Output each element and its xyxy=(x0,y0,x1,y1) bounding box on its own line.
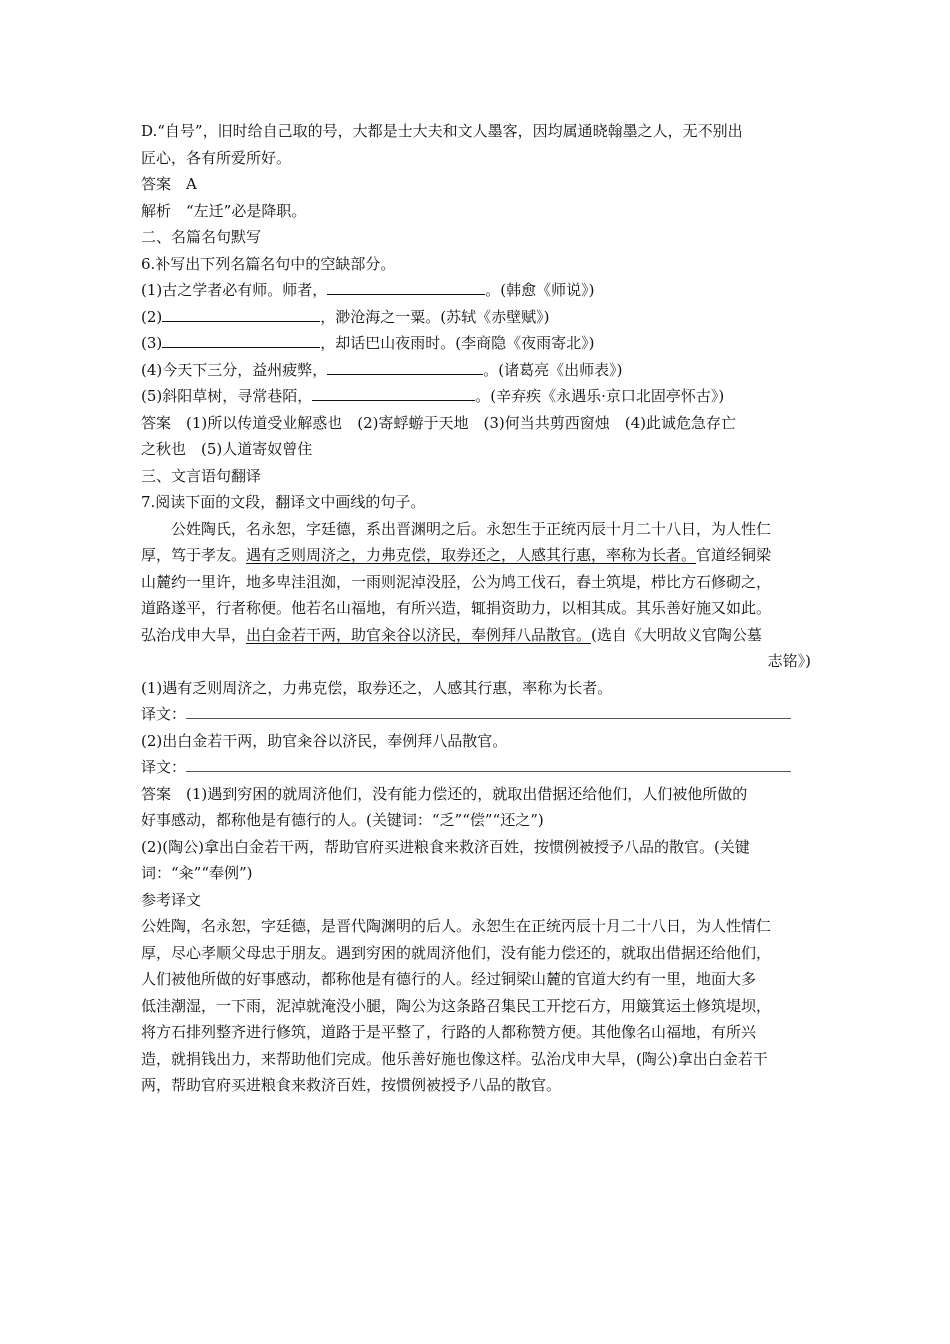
q6-item-1: (1)古之学者必有师。师者， 。(韩愈《师说》) xyxy=(141,281,595,299)
q6-item-2: (2) ，渺沧海之一粟。(苏轼《赤壁赋》) xyxy=(141,307,550,326)
answer-6-line2: 之秋也 (5)人道寄奴曾住 xyxy=(141,440,313,458)
reference-line4: 低洼潮湿，一下雨，泥淖就淹没小腿，陶公为这条路召集民工开挖石方，用簸箕运土修筑堤坝， xyxy=(141,996,772,1015)
answer-7-line2: 好事感动，都称他是有德行的人。(关键词：“乏”“偿”“还之”) xyxy=(141,811,544,829)
translation-blank-1[interactable] xyxy=(186,704,791,719)
q6-item-4: (4)今天下三分，益州疲弊， 。(诸葛亮《出师表》) xyxy=(141,360,623,379)
passage-line6: 志铭》) xyxy=(767,652,811,670)
reference-line7: 两，帮助官府买进粮食来救济百姓，按惯例被授予八品的散官。 xyxy=(141,1076,562,1094)
document-page xyxy=(141,118,811,1099)
passage-line5: 弘治戊申大旱，出白金若干两，助官籴谷以济民，奉例拜八品散官。(选自《大明故义官陶公墓 xyxy=(141,625,762,644)
passage-line4: 道路遂平，行者称便。他若名山福地，有所兴造，辄捐资助力，以相其成。其乐善好施又如此。 xyxy=(141,599,772,617)
passage-line3: 山麓约一里许，地多卑洼沮洳，一雨则泥淖没胫，公为鸠工伐石，舂土筑堤，栉比方石修砌之， xyxy=(141,572,772,591)
underlined-sentence-2: 出白金若干两，助官籴谷以济民，奉例拜八品散官。 xyxy=(246,625,592,644)
answer-7-line4: 词：“籴”“奉例”) xyxy=(141,864,253,882)
sub-question-2: (2)出白金若干两，助官籴谷以济民，奉例拜八品散官。 xyxy=(141,731,508,750)
translation-line-1: 译文： xyxy=(141,701,811,728)
translation-line-2: 译文： xyxy=(141,754,811,781)
sub-question-1: (1)遇有乏则周济之，力弗克偿，取券还之，人感其行惠，率称为长者。 xyxy=(141,678,613,697)
underlined-sentence-1: 遇有乏则周济之，力弗克偿，取券还之，人感其行惠，率称为长者。 xyxy=(246,546,697,564)
answer-blank[interactable] xyxy=(162,332,320,348)
section-2-heading: 二、名篇名句默写 xyxy=(141,228,262,246)
reference-line6: 造，就捐钱出力，来帮助他们完成。他乐善好施也像这样。弘治戊申大旱，(陶公)拿出白金若干 xyxy=(141,1049,768,1068)
answer-7-line3: (2)(陶公)拿出白金若干两，帮助官府买进粮食来救济百姓，按惯例被授予八品的散官。(关键 xyxy=(141,837,750,856)
question-7: 7.阅读下面的文段，翻译文中画线的句子。 xyxy=(141,493,426,511)
analysis-5: 解析 “左迁”必是降职。 xyxy=(141,201,307,220)
reference-line2: 厚，尽心孝顺父母忠于朋友。遇到穷困的就周济他们，没有能力偿还的，就取出借据还给他们， xyxy=(141,943,772,962)
passage-line2: 厚，笃于孝友。遇有乏则周济之，力弗克偿，取券还之，人感其行惠，率称为长者。官道经铜梁 xyxy=(141,546,772,564)
q6-item-3: (3) ，却话巴山夜雨时。(李商隐《夜雨寄北》) xyxy=(141,334,595,352)
answer-5: 答案 A xyxy=(141,175,197,193)
passage-line1: 公姓陶氏，名永恕，字廷德，系出晋渊明之后。永恕生于正统丙辰十月二十八日，为人性仁 xyxy=(171,519,772,538)
reference-line5: 将方石排列整齐进行修筑，道路于是平整了，行路的人都称赞方便。其他像名山福地，有所兴 xyxy=(141,1023,757,1041)
question-6: 6.补写出下列名篇名句中的空缺部分。 xyxy=(141,254,396,273)
section-3-heading: 三、文言语句翻译 xyxy=(141,466,262,485)
answer-blank[interactable] xyxy=(312,385,475,401)
answer-7-line1: 答案 (1)遇到穷困的就周济他们，没有能力偿还的，就取出借据还给他们，人们被他所做的 xyxy=(141,784,748,803)
reference-translation-title: 参考译文 xyxy=(141,890,202,909)
answer-blank[interactable] xyxy=(327,359,483,375)
translation-blank-2[interactable] xyxy=(186,757,791,772)
answer-blank[interactable] xyxy=(162,306,320,322)
reference-line3: 人们被他所做的好事感动，都称他是有德行的人。经过铜梁山麓的官道大约有一里，地面大多 xyxy=(141,970,757,988)
q6-item-5: (5)斜阳草树，寻常巷陌， 。(辛弃疾《永遇乐·京口北固亭怀古》) xyxy=(141,387,725,405)
option-d-line1: D.“自号”，旧时给自己取的号，大都是士大夫和文人墨客，因均属通晓翰墨之人，无不别出 xyxy=(141,122,743,140)
answer-6-line1: 答案 (1)所以传道受业解惑也 (2)寄蜉蝣于天地 (3)何当共剪西窗烛 (4)此诚危急存亡 xyxy=(141,413,736,432)
reference-line1: 公姓陶，名永恕，字廷德，是晋代陶渊明的后人。永恕生在正统丙辰十月二十八日，为人性情仁 xyxy=(141,917,772,935)
option-d-line2: 匠心，各有所爱所好。 xyxy=(141,148,292,167)
answer-blank[interactable] xyxy=(327,279,485,295)
